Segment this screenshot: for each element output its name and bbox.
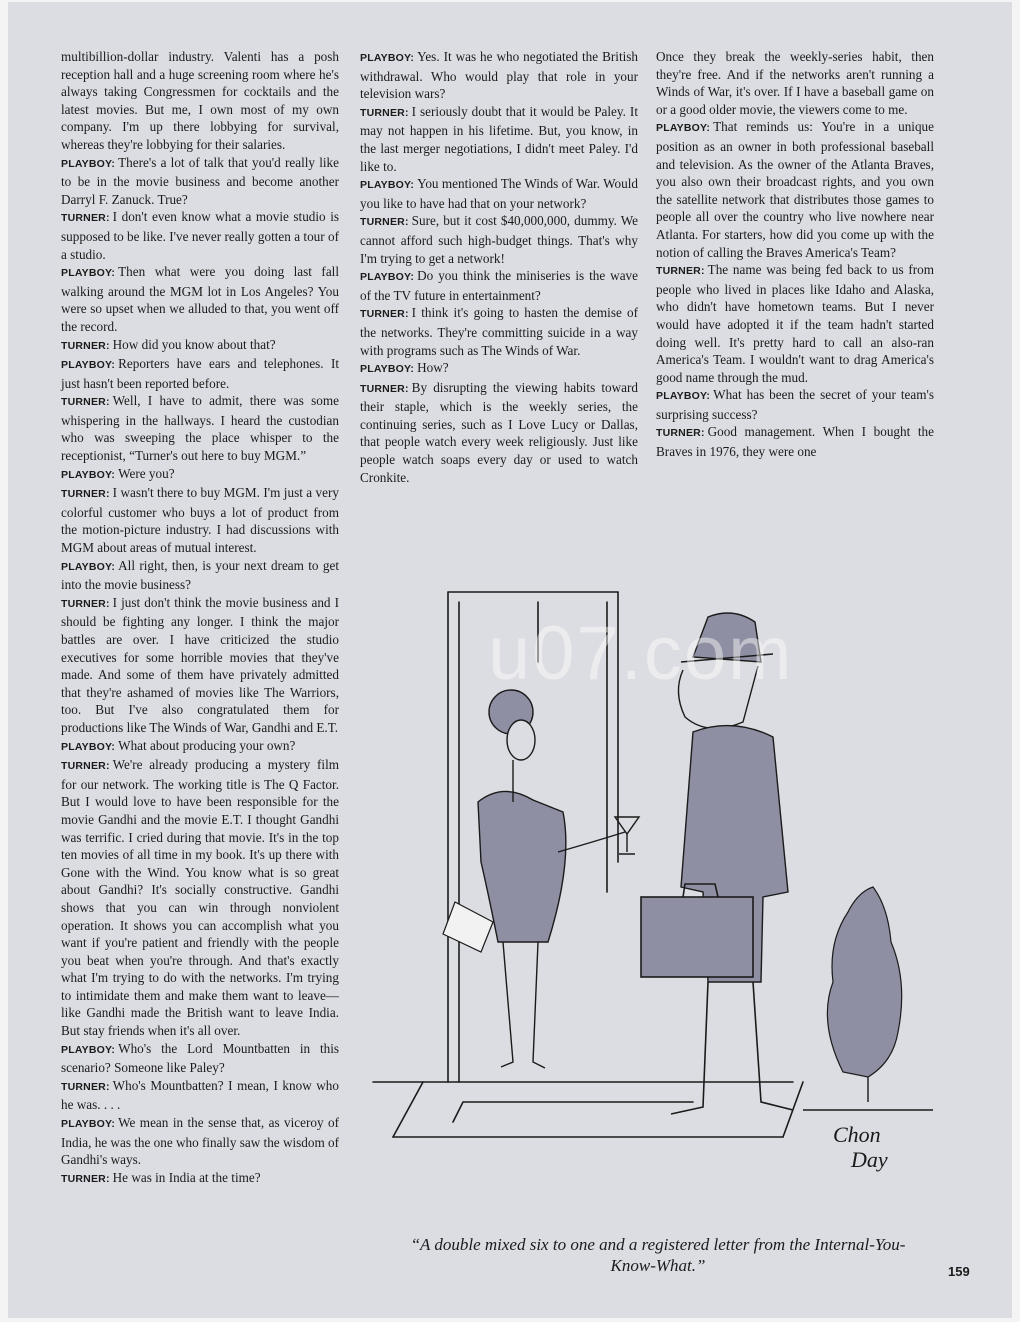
paragraph-text: Were you? [118,465,175,481]
paragraph-text: He was in India at the time? [112,1169,261,1185]
magazine-page [8,2,1012,1318]
speaker-label: TURNER: [61,1080,110,1093]
speaker-label: PLAYBOY: [61,359,116,372]
paragraph-text: How did you know about that? [112,336,276,352]
paragraph-text: Yes. It was he who negotiated the British withdrawal. Who would play that role in your television wars? [360,49,638,102]
interview-paragraph [656,48,934,118]
paragraph-text: Once they break the weekly-series habit, then they're free. And if the networks aren't running a Winds of War, it's over. If I have a baseball game on or a good older movie, the viewers come to me. [656,49,934,117]
interview-paragraph [61,355,339,392]
page-number: 159 [948,1264,970,1279]
text-column-1 [61,48,339,1188]
interview-paragraph [360,267,638,304]
speaker-label: TURNER: [61,396,110,409]
interview-paragraph [61,594,339,737]
artist-signature-line2: Day [851,1147,888,1172]
paragraph-text: That reminds us: You're in a unique position as an owner in both professional baseball and television. As the owner of the Atlanta Braves, you also own their broadcast rights, and you own the satellite network that distributes those games to people all over the country who live nowhere near Atlanta. For starters, how did you come up with the notion of calling the Braves America's Team? [656,119,934,260]
interview-paragraph [360,359,638,379]
interview-paragraph [61,756,339,1040]
interview-paragraph [656,423,934,460]
paragraph-text: Good management. When I bought the Braves in 1976, they were one [656,424,934,460]
interview-paragraph [61,465,339,485]
interview-paragraph [61,48,339,154]
speaker-label: PLAYBOY: [656,390,711,403]
paragraph-text: Who's the Lord Mountbatten in this scenario? Someone like Paley? [61,1040,339,1076]
speaker-label: PLAYBOY: [61,560,116,573]
interview-paragraph [360,212,638,267]
paragraph-text: Well, I have to admit, there was some whispering in the hallways. I heard the custodian who was sweeping the place whisper to the receptionist, “Turner's out here to buy MGM.” [61,393,339,464]
text-column-3 [656,48,934,461]
paragraph-text: Who's Mountbatten? I mean, I know who he was. . . . [61,1077,339,1113]
interview-paragraph [61,737,339,757]
speaker-label: PLAYBOY: [360,52,415,64]
paragraph-text: I think it's going to hasten the demise of the networks. They're committing suicide in a way with programs such as The Winds of War. [360,305,638,358]
interview-paragraph [61,484,339,556]
paragraph-text: What about producing your own? [118,737,296,753]
paragraph-text: I don't even know what a movie studio is supposed to be like. I've never really gotten a tour of a studio. [61,209,339,262]
interview-paragraph [61,208,339,263]
speaker-label: PLAYBOY: [61,468,116,481]
speaker-label: TURNER: [360,308,409,321]
paragraph-text: I seriously doubt that it would be Paley. It may not happen in his lifetime. But, you know, in the last merger negotiations, I didn't meet Paley. I'd like to. [360,103,638,174]
paragraph-text: What has been the secret of your team's surprising success? [656,387,934,422]
interview-paragraph [360,48,638,103]
speaker-label: TURNER: [656,265,705,278]
speaker-label: PLAYBOY: [360,271,415,284]
artist-signature-line1: Chon [833,1122,881,1147]
speaker-label: PLAYBOY: [61,267,116,280]
interview-paragraph [61,1114,339,1169]
paragraph-text: There's a lot of talk that you'd really like to be in the movie business and become another Darryl F. Zanuck. True? [61,154,339,207]
interview-paragraph [656,386,934,423]
speaker-label: TURNER: [61,212,110,225]
paragraph-text: I just don't think the movie business and I should be fighting any longer. I think the major battles are over. I have criticized the studio executives for some horrible movies that they've made. And some of them have privately admitted that they're ashamed of movies like The Warriors, too. But I've also congratulated them for productions like The Winds of War, Gandhi and E.T. [61,594,339,735]
speaker-label: TURNER: [656,427,705,440]
speaker-label: TURNER: [61,488,110,501]
paragraph-text: Sure, but it cost $40,000,000, dummy. We cannot afford such high-budget things. That's why I'm trying to get a network! [360,213,638,266]
speaker-label: PLAYBOY: [656,122,711,135]
interview-paragraph [61,336,339,356]
speaker-label: PLAYBOY: [61,740,116,753]
interview-paragraph [360,304,638,359]
paragraph-text: Then what were you doing last fall walking around the MGM lot in Los Angeles? You were so upset when we alluded to that, you went off the record. [61,264,339,334]
interview-paragraph [360,103,638,175]
text-column-2 [360,48,638,486]
watermark: u07.com [488,611,794,696]
paragraph-text: The name was being fed back to us from people who lived in places like Idaho and Alaska, who didn't have hometown teams. But I never would have adopted it if the team hadn't started doing well. It's pretty hard to call an also-ran America's Team. I wouldn't want to drag America's good name through the mud. [656,262,934,385]
speaker-label: TURNER: [61,1172,110,1185]
speaker-label: PLAYBOY: [360,179,415,192]
paragraph-text: I wasn't there to buy MGM. I'm just a very colorful customer who buys a lot of product from the motion-picture industry. I had discussions with MGM about areas of mutual interest. [61,485,339,556]
speaker-label: TURNER: [360,216,409,229]
interview-paragraph [656,261,934,386]
interview-paragraph [360,379,638,487]
cartoon-caption: “A double mixed six to one and a registered letter from the Internal-You-Know-What.” [410,1235,906,1275]
paragraph-text: By disrupting the viewing habits toward their staple, which is the weekly series, the continuing series, such as I Love Lucy or Dallas, that people watch every week religiously. Just like people watch soaps every day or used to watch Cronkite. [360,379,638,485]
speaker-label: TURNER: [360,106,409,119]
interview-paragraph [61,1169,339,1189]
speaker-label: PLAYBOY: [61,1043,116,1056]
paragraph-text: How? [417,360,449,376]
interview-paragraph [61,1040,339,1077]
interview-paragraph [61,263,339,335]
paragraph-text: You mentioned The Winds of War. Would you like to have had that on your network? [360,176,638,211]
speaker-label: PLAYBOY: [61,1118,116,1131]
interview-paragraph [61,1077,339,1114]
interview-paragraph [61,154,339,209]
paragraph-text: Do you think the miniseries is the wave of the TV future in entertainment? [360,268,638,303]
speaker-label: TURNER: [61,597,110,610]
interview-paragraph [360,175,638,212]
interview-paragraph [61,557,339,594]
speaker-label: TURNER: [360,382,409,395]
speaker-label: PLAYBOY: [360,363,415,376]
paragraph-text: multibillion-dollar industry. Valenti has a posh reception hall and a huge screening room where he's always taking Congressmen for cocktails and the latest movies. But me, I own most of my own company. I'm up there lobbying for survival, whereas they're lobbying for their salaries. [61,49,339,152]
interview-paragraph [61,392,339,464]
speaker-label: TURNER: [61,760,110,773]
speaker-label: TURNER: [61,339,110,352]
interview-paragraph [656,118,934,261]
paragraph-text: We mean in the sense that, as viceroy of India, he was the one who finally saw the wisdom of Gandhi's ways. [61,1115,339,1168]
paragraph-text: All right, then, is your next dream to get into the movie business? [61,557,339,593]
speaker-label: PLAYBOY: [61,157,116,170]
paragraph-text: We're already producing a mystery film for our network. The working title is The Q Factor. But I would love to have been responsible for the movie Gandhi and the movie E.T. I thought Gandhi was terrific. I cried during that movie. It's in the top ten movies of all time in my book. It's up there with Gone with the Wind. You know what is so great about Gandhi? It's socially constructive. Gandhi shows that you can win through nonviolent operation. It shows you can accomplish what you want if you're patient and friendly with the people you beat when you're through. And that's exactly what I'm trying to do with the networks. I'm trying to intimidate them and make them want to leave—like Gandhi made the British want to leave India. But stay friends when it's all over. [61,757,339,1039]
paragraph-text: Reporters have ears and telephones. It just hasn't been reported before. [61,356,339,391]
